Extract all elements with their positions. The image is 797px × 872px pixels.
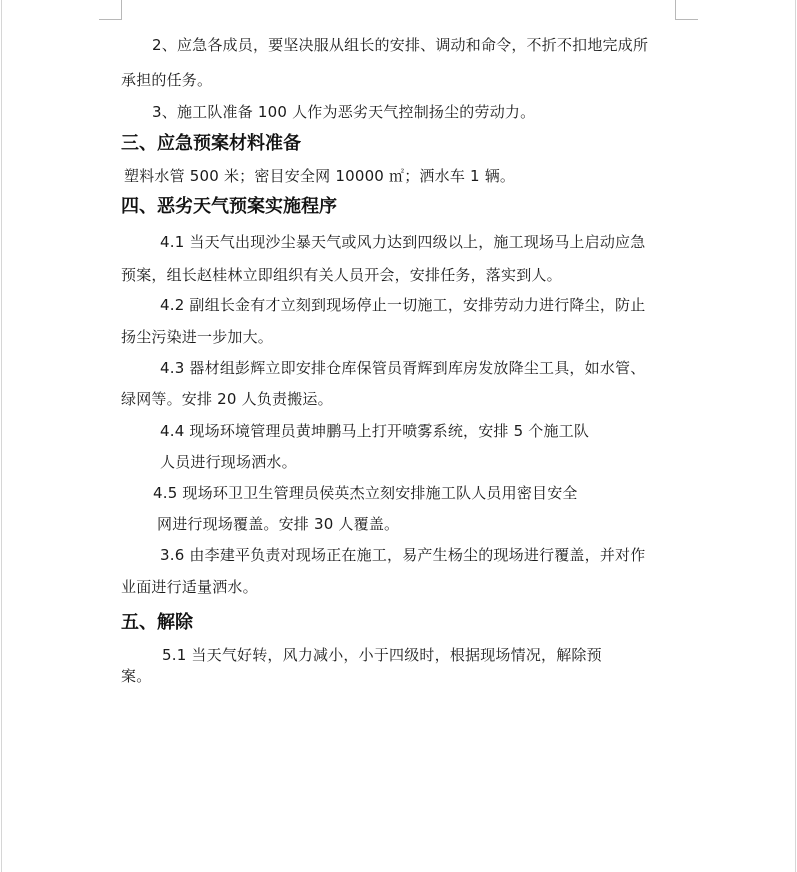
section-heading: 五、解除: [121, 612, 193, 633]
page-edge-left: [1, 0, 2, 872]
paragraph-line: 网进行现场覆盖。安排 30 人覆盖。: [157, 515, 400, 533]
paragraph-line: 塑料水管 500 米；密目安全网 10000 ㎡；洒水车 1 辆。: [124, 167, 516, 185]
paragraph-line: 人员进行现场洒水。: [160, 453, 297, 471]
paragraph-line: 绿网等。安排 20 人负责搬运。: [121, 390, 333, 408]
paragraph-line: 3、施工队准备 100 人作为恶劣天气控制扬尘的劳动力。: [152, 103, 536, 121]
paragraph-line: 案。: [121, 667, 152, 685]
paragraph-line: 2、应急各成员，要坚决服从组长的安排、调动和命令，不折不扣地完成所: [152, 36, 649, 54]
section-heading: 三、应急预案材料准备: [121, 133, 301, 154]
paragraph-line: 4.1 当天气出现沙尘暴天气或风力达到四级以上，施工现场马上启动应急: [160, 233, 646, 251]
paragraph-line: 4.3 器材组彭辉立即安排仓库保管员胥辉到库房发放降尘工具，如水管、: [160, 359, 646, 377]
paragraph-line: 业面进行适量洒水。: [121, 578, 258, 596]
crop-mark-top-left: [99, 0, 122, 20]
paragraph-line: 承担的任务。: [121, 71, 213, 89]
paragraph-line: 4.2 副组长金有才立刻到现场停止一切施工，安排劳动力进行降尘，防止: [160, 296, 646, 314]
paragraph-line: 5.1 当天气好转，风力减小，小于四级时，根据现场情况，解除预: [162, 646, 602, 664]
paragraph-line: 4.5 现场环卫卫生管理员侯英杰立刻安排施工队人员用密目安全: [153, 484, 578, 502]
paragraph-line: 扬尘污染进一步加大。: [121, 328, 274, 346]
paragraph-line: 预案，组长赵桂林立即组织有关人员开会，安排任务，落实到人。: [121, 266, 562, 284]
crop-mark-top-right: [675, 0, 698, 20]
paragraph-line: 4.4 现场环境管理员黄坤鹏马上打开喷雾系统，安排 5 个施工队: [160, 422, 590, 440]
section-heading: 四、恶劣天气预案实施程序: [121, 196, 337, 217]
page-edge-right: [795, 0, 796, 872]
paragraph-line: 3.6 由李建平负责对现场正在施工，易产生杨尘的现场进行覆盖，并对作: [160, 546, 646, 564]
